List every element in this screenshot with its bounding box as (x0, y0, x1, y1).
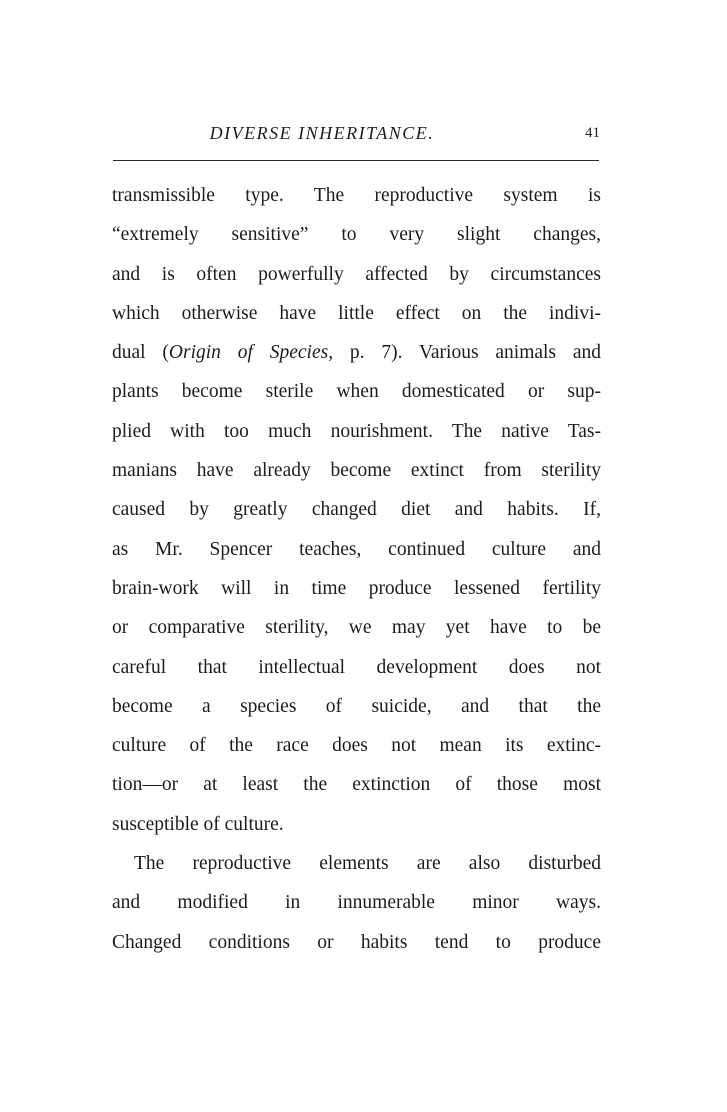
text-line: caused by greatly changed diet and habits. If, (112, 499, 601, 521)
body-text (112, 176, 601, 962)
text-line (112, 333, 601, 372)
text-line: become a species of suicide, and that the (112, 695, 601, 717)
text-line: The reproductive elements are also disturbed (134, 853, 601, 875)
page-number: 41 (585, 125, 600, 141)
text-line: tion—or at least the extinction of those most (112, 774, 601, 796)
text-line: susceptible of culture. (112, 813, 284, 835)
running-title: DIVERSE INHERITANCE. (209, 123, 435, 143)
text-line: careful that intellectual development does not (112, 656, 601, 678)
text-line: “extremely sensitive” to very slight changes, (112, 224, 601, 246)
text-line: plied with too much nourishment. The native Tas- (112, 420, 601, 442)
text-line: and is often powerfully affected by circumstances (112, 263, 601, 285)
header-rule (113, 160, 599, 161)
text-line: plants become sterile when domesticated or sup- (112, 381, 601, 403)
book-title-italic: Origin of Species, (168, 342, 334, 364)
text-line: or comparative sterility, we may yet have to be (112, 617, 601, 639)
text-segment: p. 7). Various animals and (333, 342, 601, 364)
text-segment: dual ( (112, 342, 169, 364)
text-line: as Mr. Spencer teaches, continued culture and (112, 538, 601, 560)
text-line: manians have already become extinct from sterility (112, 460, 601, 482)
text-line: transmissible type. The reproductive system is (112, 185, 601, 206)
running-head (112, 118, 600, 148)
text-line: Changed conditions or habits tend to produce (112, 931, 601, 953)
text-line: and modified in innumerable minor ways. (112, 892, 601, 914)
text-line: which otherwise have little effect on the indivi- (112, 302, 601, 324)
text-line: culture of the race does not mean its extinc- (112, 735, 601, 757)
text-line: brain-work will in time produce lessened fertility (112, 577, 601, 599)
